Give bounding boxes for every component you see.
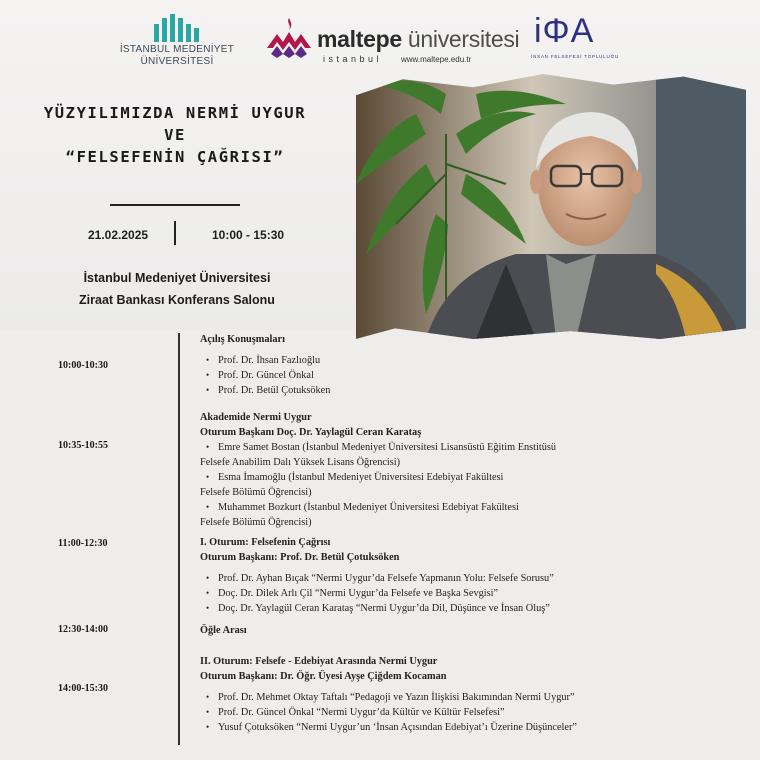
maltepe-word-regular: üniversitesi [407, 26, 520, 52]
schedule-time-4: 12:30-14:00 [58, 624, 108, 635]
event-title [40, 102, 310, 168]
istanbul-medeniyet-logo [112, 14, 242, 68]
list-item: • Prof. Dr. Güncel Önkal [200, 368, 720, 383]
list-item: • Emre Samet Bostan (İstanbul Medeniyet Üniversitesi Lisansüstü Eğitim Enstitüsü [200, 440, 720, 455]
ifa-wordmark: iΦA [534, 12, 595, 50]
schedule-block-session2 [200, 654, 720, 735]
list-item-continuation: Felsefe Bölümü Öğrencisi) [200, 517, 312, 528]
block-heading: Öğle Arası [200, 625, 247, 636]
schedule-block-session1 [200, 535, 720, 616]
date-time-divider [174, 221, 176, 245]
imu-name-line2: ÜNİVERSİTESİ [140, 56, 214, 67]
maltepe-word-bold: maltepe [317, 26, 402, 52]
list-item: • Esma İmamoğlu (İstanbul Medeniyet Üniversitesi Edebiyat Fakültesi [200, 470, 720, 485]
event-venue [60, 267, 294, 311]
venue-line1: İstanbul Medeniyet Üniversitesi [83, 271, 271, 285]
maltepe-logo [265, 14, 520, 68]
schedule-block-academy [200, 410, 720, 530]
list-item: • Yusuf Çotuksöken “Nermi Uygur’un ‘İnsan Açısından Edebiyat’ı Üzerine Düşünceler” [200, 720, 720, 735]
list-item: • Prof. Dr. Mehmet Oktay Taftalı “Pedagoji ve Yazın İlişkisi Bakımından Nermi Uygur” [200, 690, 720, 705]
event-time: 10:00 - 15:30 [212, 228, 285, 242]
list-item: • Prof. Dr. Ayhan Bıçak “Nermi Uygur’da Felsefe Yapmanın Yolu: Felsefe Sorusu” [200, 571, 720, 586]
list-item-continuation: Felsefe Bölümü Öğrencisi) [200, 487, 312, 498]
block-chair: Oturum Başkanı: Prof. Dr. Betül Çotuksöken [200, 552, 400, 563]
maltepe-emblem-icon [265, 14, 313, 62]
title-line1: YÜZYILIMIZDA NERMİ UYGUR [43, 104, 307, 122]
schedule-time-3: 11:00-12:30 [58, 538, 108, 549]
schedule-divider [178, 333, 180, 745]
portrait-photo [356, 74, 746, 339]
schedule-block-opening [200, 332, 720, 398]
schedule-block-lunch [200, 623, 720, 638]
list-item: • Prof. Dr. İhsan Fazlıoğlu [200, 353, 720, 368]
list-item: • Prof. Dr. Betül Çotuksöken [200, 383, 720, 398]
schedule-time-1: 10:00-10:30 [58, 360, 108, 371]
list-item: • Prof. Dr. Güncel Önkal “Nermi Uygur’da Kültür ve Kültür Felsefesi” [200, 705, 720, 720]
maltepe-wordmark [317, 26, 519, 53]
list-item-continuation: Felsefe Anabilim Dalı Yüksek Lisans Öğrencisi) [200, 457, 401, 468]
ifa-logo [520, 12, 630, 66]
list-item: • Doç. Dr. Yaylagül Ceran Karataş “Nermi Uygur’da Dil, Düşünce ve İnsan Oluş” [200, 601, 720, 616]
block-heading: Akademide Nermi Uygur [200, 412, 312, 423]
title-line3: “FELSEFENİN ÇAĞRISI” [65, 148, 285, 166]
block-chair: Oturum Başkanı: Dr. Öğr. Üyesi Ayşe Çiğdem Kocaman [200, 671, 447, 682]
list-item: • Muhammet Bozkurt (İstanbul Medeniyet Üniversitesi Edebiyat Fakültesi [200, 500, 720, 515]
block-heading: I. Oturum: Felsefenin Çağrısı [200, 537, 331, 548]
maltepe-url: www.maltepe.edu.tr [401, 55, 472, 64]
ifa-subtitle: İNSAN FELSEFESİ TOPLULUĞU [531, 54, 619, 59]
maltepe-city: istanbul [323, 54, 383, 64]
title-line2: VE [164, 126, 186, 144]
block-heading: Açılış Konuşmaları [200, 334, 285, 345]
event-date: 21.02.2025 [88, 228, 149, 242]
schedule-time-5: 14:00-15:30 [58, 683, 108, 694]
imu-columns-icon [150, 14, 204, 42]
block-chair: Oturum Başkanı Doç. Dr. Yaylagül Ceran Karataş [200, 427, 422, 438]
schedule-time-2: 10:35-10:55 [58, 440, 108, 451]
imu-name-line1: İSTANBUL MEDENİYET [119, 44, 235, 55]
list-item: • Doç. Dr. Dilek Arlı Çil “Nermi Uygur’da Felsefe ve Başka Sevgisi” [200, 586, 720, 601]
title-divider [110, 204, 240, 206]
block-heading: II. Oturum: Felsefe - Edebiyat Arasında Nermi Uygur [200, 656, 438, 667]
venue-line2: Ziraat Bankası Konferans Salonu [79, 293, 275, 307]
